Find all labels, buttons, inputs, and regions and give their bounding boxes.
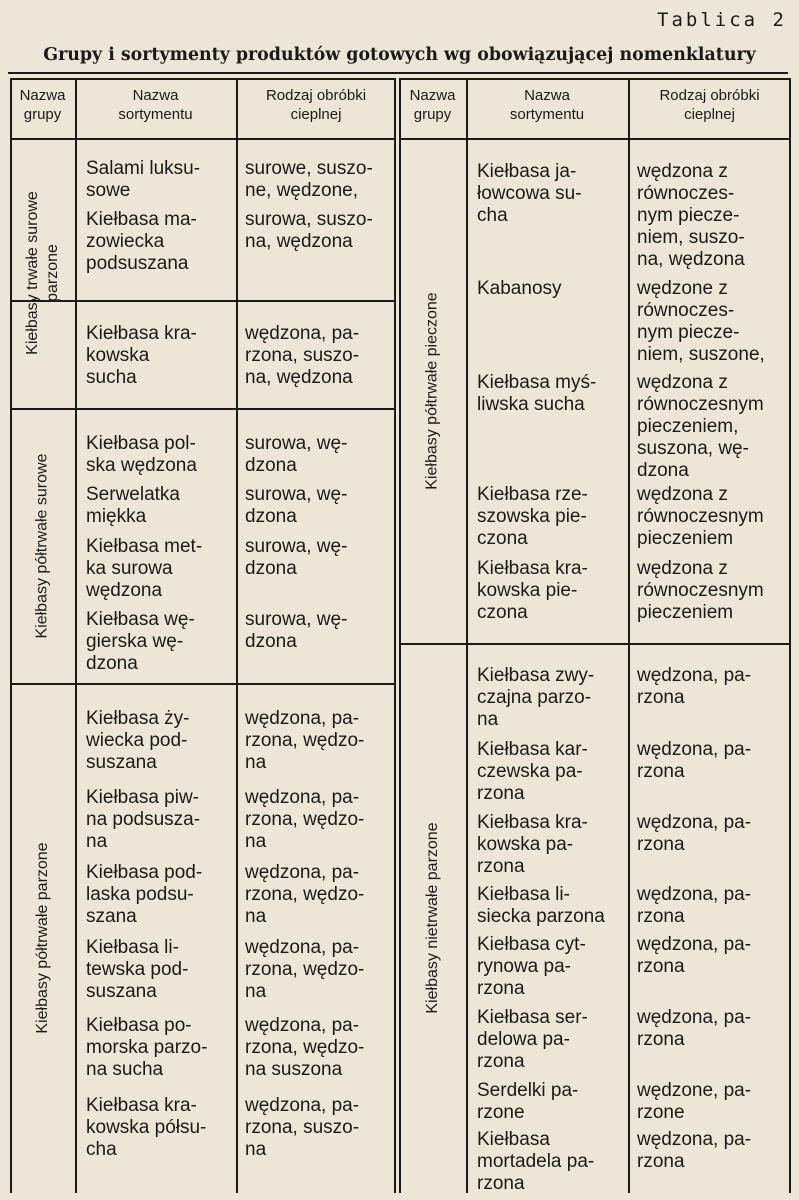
treatment-value: wędzona, pa- rzona, suszo- na, wędzona xyxy=(245,323,360,388)
assortment-name: Kiełbasa kra- kowska pie- czona xyxy=(477,558,588,623)
assortment-name: Kiełbasa li- tewska pod- suszana xyxy=(86,937,189,1002)
column-border xyxy=(75,78,77,1193)
treatment-value: wędzona z równoczesnym pieczeniem, suszona, wę- dzona xyxy=(637,372,764,481)
row-divider xyxy=(399,138,791,140)
row-divider xyxy=(10,683,396,685)
assortment-name: Kiełbasa li- siecka parzona xyxy=(477,884,605,927)
assortment-name: Kiełbasa kra- kowska sucha xyxy=(86,323,197,388)
treatment-value: wędzona, pa- rzona, wędzo- na xyxy=(245,708,365,773)
top-border xyxy=(399,78,791,80)
treatment-value: wędzona z równoczes- nym piecze- niem, suszo- na, wędzona xyxy=(637,161,745,270)
assortment-name: Kiełbasa pod- laska podsu- szana xyxy=(86,862,203,927)
header-assortment: Nazwa sortymentu xyxy=(509,87,585,123)
treatment-value: wędzone, pa- rzone xyxy=(637,1080,752,1123)
treatment-value: wędzona, pa- rzona xyxy=(637,665,752,708)
title-rule xyxy=(8,72,788,74)
treatment-value: wędzone z równoczes- nym piecze- niem, suszone, xyxy=(637,278,765,365)
assortment-name: Salami luksu- sowe xyxy=(86,158,201,201)
table-title: Grupy i sortymenty produktów gotowych wg obowiązującej nomenklatury xyxy=(43,45,756,65)
treatment-value: surowa, wę- dzona xyxy=(245,484,348,527)
column-border xyxy=(628,78,630,1193)
group-label: Kiełbasy trwałe surowe parzone xyxy=(23,191,61,355)
treatment-value: surowa, wę- dzona xyxy=(245,609,348,652)
treatment-value: surowa, wę- dzona xyxy=(245,536,348,579)
assortment-name: Kiełbasa pol- ska wędzona xyxy=(86,433,197,476)
row-divider xyxy=(10,300,396,302)
group-label: Kiełbasy półtrwałe pieczone xyxy=(423,291,441,490)
treatment-value: wędzona, pa- rzona, wędzo- na xyxy=(245,862,365,927)
assortment-name: Kiełbasa mortadela pa- rzona xyxy=(477,1129,595,1194)
column-border xyxy=(10,78,12,1193)
treatment-value: wędzona, pa- rzona, wędzo- na suszona xyxy=(245,1015,365,1080)
treatment-value: wędzona, pa- rzona, wędzo- na xyxy=(245,937,365,1002)
treatment-value: wędzona, pa- rzona, suszo- na xyxy=(245,1095,360,1160)
assortment-name: Kiełbasa met- ka surowa wędzona xyxy=(86,536,203,601)
left-table-half xyxy=(10,78,396,1193)
assortment-name: Kiełbasa ży- wiecka pod- suszana xyxy=(86,708,190,773)
row-divider xyxy=(399,643,791,645)
treatment-value: surowa, suszo- na, wędzona xyxy=(245,209,373,252)
group-label: Kiełbasy nietrwałe parzone xyxy=(423,822,441,1014)
assortment-name: Kiełbasa po- morska parzo- na sucha xyxy=(86,1015,208,1080)
assortment-name: Kiełbasa ma- zowiecka podsuszana xyxy=(86,209,197,274)
treatment-value: wędzona, pa- rzona xyxy=(637,739,752,782)
top-border xyxy=(10,78,396,80)
assortment-name: Kiełbasa myś- liwska sucha xyxy=(477,372,597,415)
assortment-name: Serwelatka miękka xyxy=(86,484,180,527)
treatment-value: wędzona, pa- rzona xyxy=(637,1129,752,1172)
column-border xyxy=(466,78,468,1193)
header-group: Nazwa grupy xyxy=(19,87,66,123)
assortment-name: Kiełbasa piw- na podsusza- na xyxy=(86,787,201,852)
assortment-name: Kiełbasa kra- kowska półsu- cha xyxy=(86,1095,207,1160)
row-divider xyxy=(10,138,396,140)
treatment-value: wędzona z równoczesnym pieczeniem xyxy=(637,484,764,549)
treatment-value: surowe, suszo- ne, wędzone, xyxy=(245,158,373,201)
table-label: Tablica 2 xyxy=(657,9,787,31)
assortment-name: Kiełbasa kar- czewska pa- rzona xyxy=(477,739,588,804)
treatment-value: wędzona z równoczesnym pieczeniem xyxy=(637,558,764,623)
column-border xyxy=(399,78,401,1193)
assortment-name: Kiełbasa zwy- czajna parzo- na xyxy=(477,665,595,730)
assortment-name: Kiełbasa ja- łowcowa su- cha xyxy=(477,161,582,226)
column-border xyxy=(236,78,238,1193)
group-label: Kiełbasy półtrwałe surowe xyxy=(33,453,51,638)
header-group: Nazwa grupy xyxy=(409,87,456,123)
row-divider xyxy=(10,408,396,410)
treatment-value: surowa, wę- dzona xyxy=(245,433,348,476)
header-assortment: Nazwa sortymentu xyxy=(118,87,193,123)
assortment-name: Kiełbasa cyt- rynowa pa- rzona xyxy=(477,934,586,999)
assortment-name: Kabanosy xyxy=(477,278,562,299)
treatment-value: wędzona, pa- rzona xyxy=(637,934,752,977)
treatment-value: wędzona, pa- rzona xyxy=(637,884,752,927)
assortment-name: Serdelki pa- rzone xyxy=(477,1080,579,1123)
assortment-name: Kiełbasa wę- gierska wę- dzona xyxy=(86,609,195,674)
right-table-half xyxy=(399,78,791,1193)
assortment-name: Kiełbasa ser- delowa pa- rzona xyxy=(477,1007,588,1072)
assortment-name: Kiełbasa rze- szowska pie- czona xyxy=(477,484,588,549)
treatment-value: wędzona, pa- rzona, wędzo- na xyxy=(245,787,365,852)
treatment-value: wędzona, pa- rzona xyxy=(637,1007,752,1050)
treatment-value: wędzona, pa- rzona xyxy=(637,812,752,855)
group-label: Kiełbasy półtrwałe parzone xyxy=(33,842,51,1034)
header-treatment: Rodzaj obróbki cieplnej xyxy=(265,87,367,123)
header-treatment: Rodzaj obróbki cieplnej xyxy=(659,87,760,123)
assortment-name: Kiełbasa kra- kowska pa- rzona xyxy=(477,812,588,877)
